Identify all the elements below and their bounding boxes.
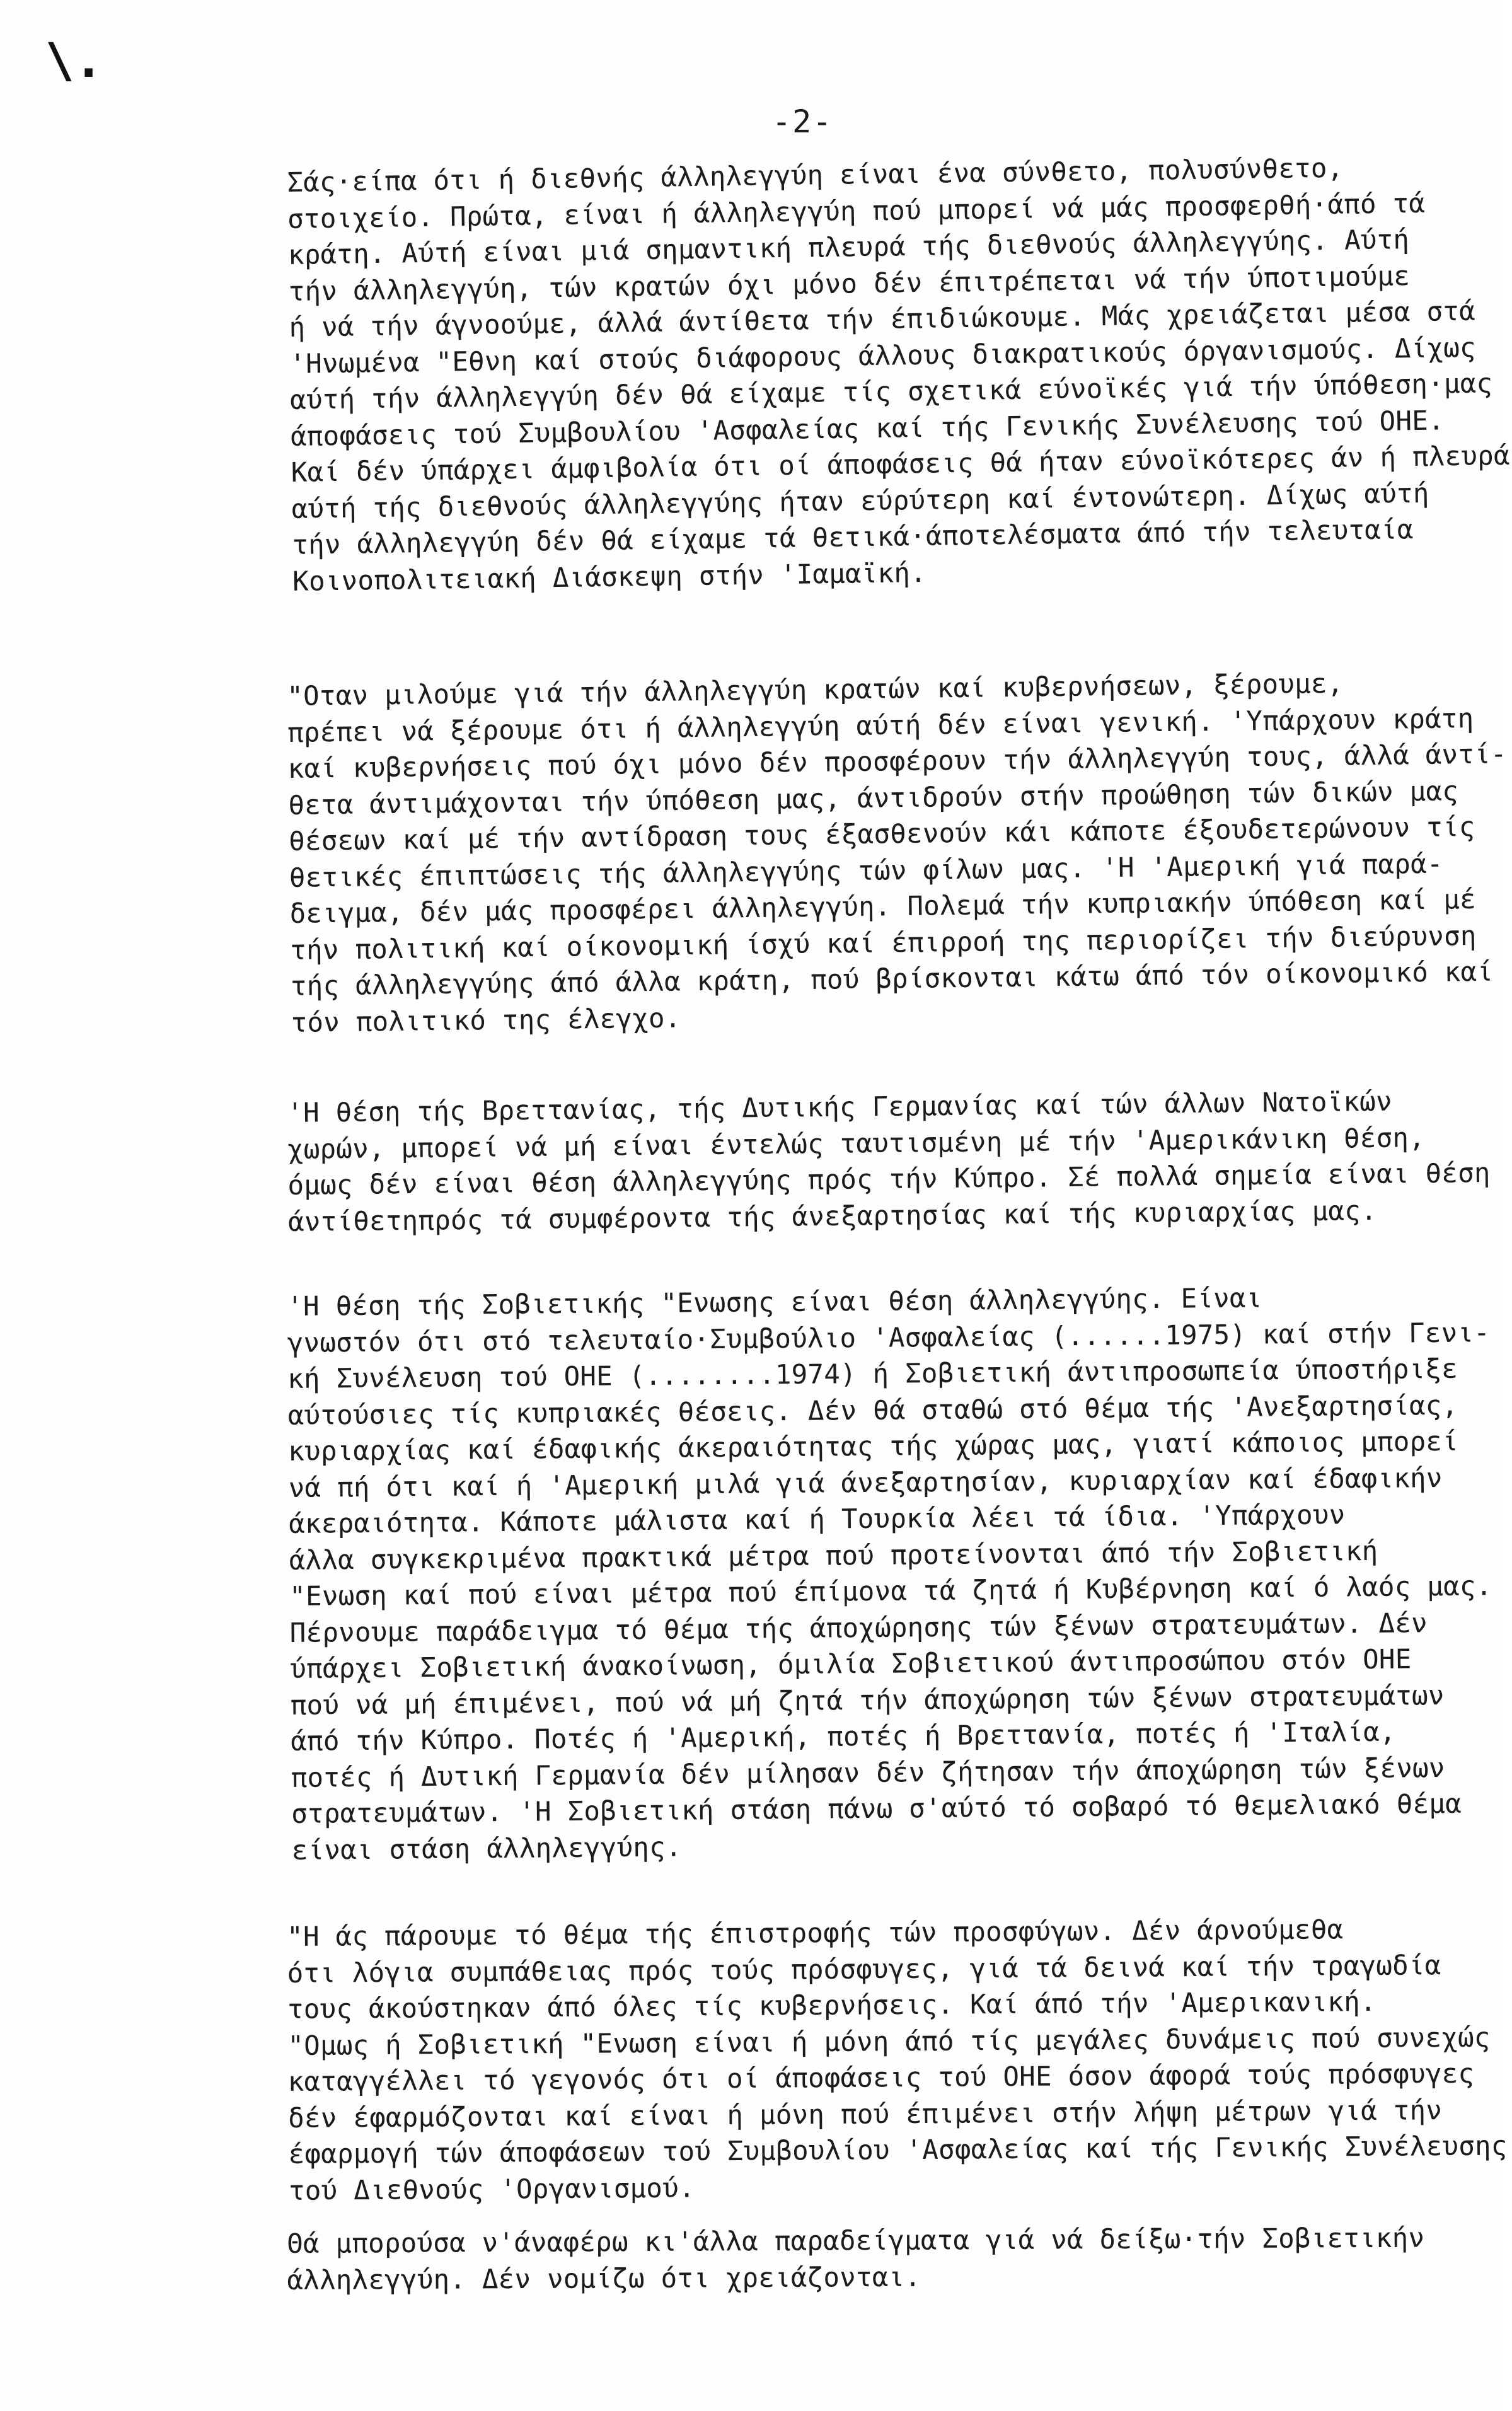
paragraph-nato-countries: 'Η θέση τής Βρεττανίας, τής Δυτικής Γερμανίας καί τών άλλων Νατοϊκών χωρών, μπορεί νά μή είναι έντελώς ταυτισμένη μέ τήν 'Αμερικάνικη θέση, όμως δέν είναι θέση άλληλεγγύης πρός τήν Κύπρο. Σέ πολλά σημεία είναι θέση άντίθετηπρός τά συμφέροντα τής άνεξαρτησίας καί τής κυριαρχίας μας. [287, 1086, 1491, 1238]
paragraph-international-solidarity: Σάς·είπα ότι ή διεθνής άλληλεγγύη είναι ένα σύνθετο, πολυσύνθετο, στοιχείο. Πρώτα, είναι ή άλληλεγγύη πού μπορεί νά μάς προσφερθή·άπό τά κράτη. Αύτή είναι μιά σημαντική πλευρά τής διεθνούς άλληλεγγύης. Αύτή τήν άλληλεγγύη, τών κρατών όχι μόνο δέν έπιτρέπεται νά τήν ύποτιμούμε ή νά τήν άγνοούμε, άλλά άντίθετα τήν έπιδιώκουμε. Μάς χρειάζεται μέσα στά 'Ηνωμένα "Εθνη καί στούς διάφορους άλλους διακρατικούς όργανισμούς. Δίχως αύτή τήν άλληλεγγύη δέν θά είχαμε τίς σχετικά εύνοϊκές γιά τήν ύπόθεση·μας άποφάσεις τού Συμβουλίου 'Ασφαλείας καί τής Γενικής Συνέλευσης τού ΟΗΕ. Καί δέν ύπάρχει άμφιβολία ότι οί άποφάσεις θά ήταν εύνοϊκότερες άν ή πλευρά αύτή τής διεθνούς άλληλεγγύης ήταν εύρύτερη καί έντονώτερη. Δίχως αύτή τήν άλληλεγγύη δέν θά είχαμε τά θετικά·άποτελέσματα άπό τήν τελευταία Κοινοπολιτειακή Διάσκεψη στήν 'Ιαμαϊκή. [287, 153, 1511, 598]
paragraph-refugees: "Η άς πάρουμε τό θέμα τής έπιστροφής τών προσφύγων. Δέν άρνούμεθα ότι λόγια συμπάθειας πρός τούς πρόσφυγες, γιά τά δεινά καί τήν τραγωδία τους άκούστηκαν άπό όλες τίς κυβερνήσεις. Καί άπό τήν 'Αμερικανική. "Ομως ή Σοβιετική "Ενωση είναι ή μόνη άπό τίς μεγάλες δυνάμεις πού συνεχώς καταγγέλλει τό γεγονός ότι οί άποφάσεις τού ΟΗΕ όσον άφορά τούς πρόσφυγες δέν έφαρμόζονται καί είναι ή μόνη πού έπιμένει στήν λήψη μέτρων γιά τήν έφαρμογή τών άποφάσεων τού Συμβουλίου 'Ασφαλείας καί τής Γενικής Συνέλευσης τού Διεθνούς 'Οργανισμού. [287, 1914, 1508, 2207]
page-number: -2- [772, 103, 833, 140]
corner-mark: \. [45, 32, 103, 88]
paragraph-closing: Θά μπορούσα ν'άναφέρω κι'άλλα παραδείγματα γιά νά δείξω·τήν Σοβιετικήν άλληλεγγύη. Δέν νομίζω ότι χρειάζονται. [287, 2223, 1425, 2296]
paragraph-soviet-union-position: 'Η θέση τής Σοβιετικής "Ενωσης είναι θέση άλληλεγγύης. Είναι γνωστόν ότι στό τελευταίο·Συμβούλιο 'Ασφαλείας (......1975) καί στήν Γενι- κή Συνέλευση τού ΟΗΕ (........1974) ή Σοβιετική άντιπροσωπεία ύποστήριξε αύτούσιες τίς κυπριακές θέσεις. Δέν θά σταθώ στό θέμα τής 'Ανεξαρτησίας, κυριαρχίας καί έδαφικής άκεραιότητας τής χώρας μας, γιατί κάποιος μπορεί νά πή ότι καί ή 'Αμερική μιλά γιά άνεξαρτησίαν, κυριαρχίαν καί έδαφικήν άκεραιότητα. Κάποτε μάλιστα καί ή Τουρκία λέει τά ίδια. 'Υπάρχουν άλλα συγκεκριμένα πρακτικά μέτρα πού προτείνονται άπό τήν Σοβιετική "Ενωση καί πού είναι μέτρα πού έπίμονα τά ζητά ή Κυβέρνηση καί ό λαός μας. Πέρνουμε παράδειγμα τό θέμα τής άποχώρησης τών ξένων στρατευμάτων. Δέν ύπάρχει Σοβιετική άνακοίνωση, όμιλία Σοβιετικού άντιπροσώπου στόν ΟΗΕ πού νά μή έπιμένει, πού νά μή ζητά τήν άποχώρηση τών ξένων στρατευμάτων άπό τήν Κύπρο. Ποτές ή 'Αμερική, ποτές ή Βρεττανία, ποτές ή 'Ιταλία, ποτές ή Δυτική Γερμανία δέν μίλησαν δέν ζήτησαν τήν άποχώρηση τών ξένων στρατευμάτων. 'Η Σοβιετική στάση πάνω σ'αύτό τό σοβαρό τό θεμελιακό θέμα είναι στάση άλληλεγγύης. [287, 1283, 1492, 1866]
paragraph-state-solidarity: "Οταν μιλούμε γιά τήν άλληλεγγύη κρατών καί κυβερνήσεων, ξέρουμε, πρέπει νά ξέρουμε ότι ή άλληλεγγύη αύτή δέν είναι γενική. 'Υπάρχουν κράτη καί κυβερνήσεις πού όχι μόνο δέν προσφέρουν τήν άλληλεγγύη τους, άλλά άντί- θετα άντιμάχονται τήν ύπόθεση μας, άντιδρούν στήν προώθηση τών δικών μας θέσεων καί μέ τήν αντίδραση τους έξασθενούν κάι κάποτε έξουδετερώνουν τίς θετικές έπιπτώσεις τής άλληλεγγύης τών φίλων μας. 'Η 'Αμερική γιά παρά- δειγμα, δέν μάς προσφέρει άλληλεγγύη. Πολεμά τήν κυπριακήν ύπόθεση καί μέ τήν πολιτική καί οίκονομική ίσχύ καί έπιρροή της περιορίζει τήν διεύρυνση τής άλληλεγγύης άπό άλλα κράτη, πού βρίσκονται κάτω άπό τόν οίκονομικό καί τόν πολιτικό της έλεγχο. [287, 668, 1507, 1039]
